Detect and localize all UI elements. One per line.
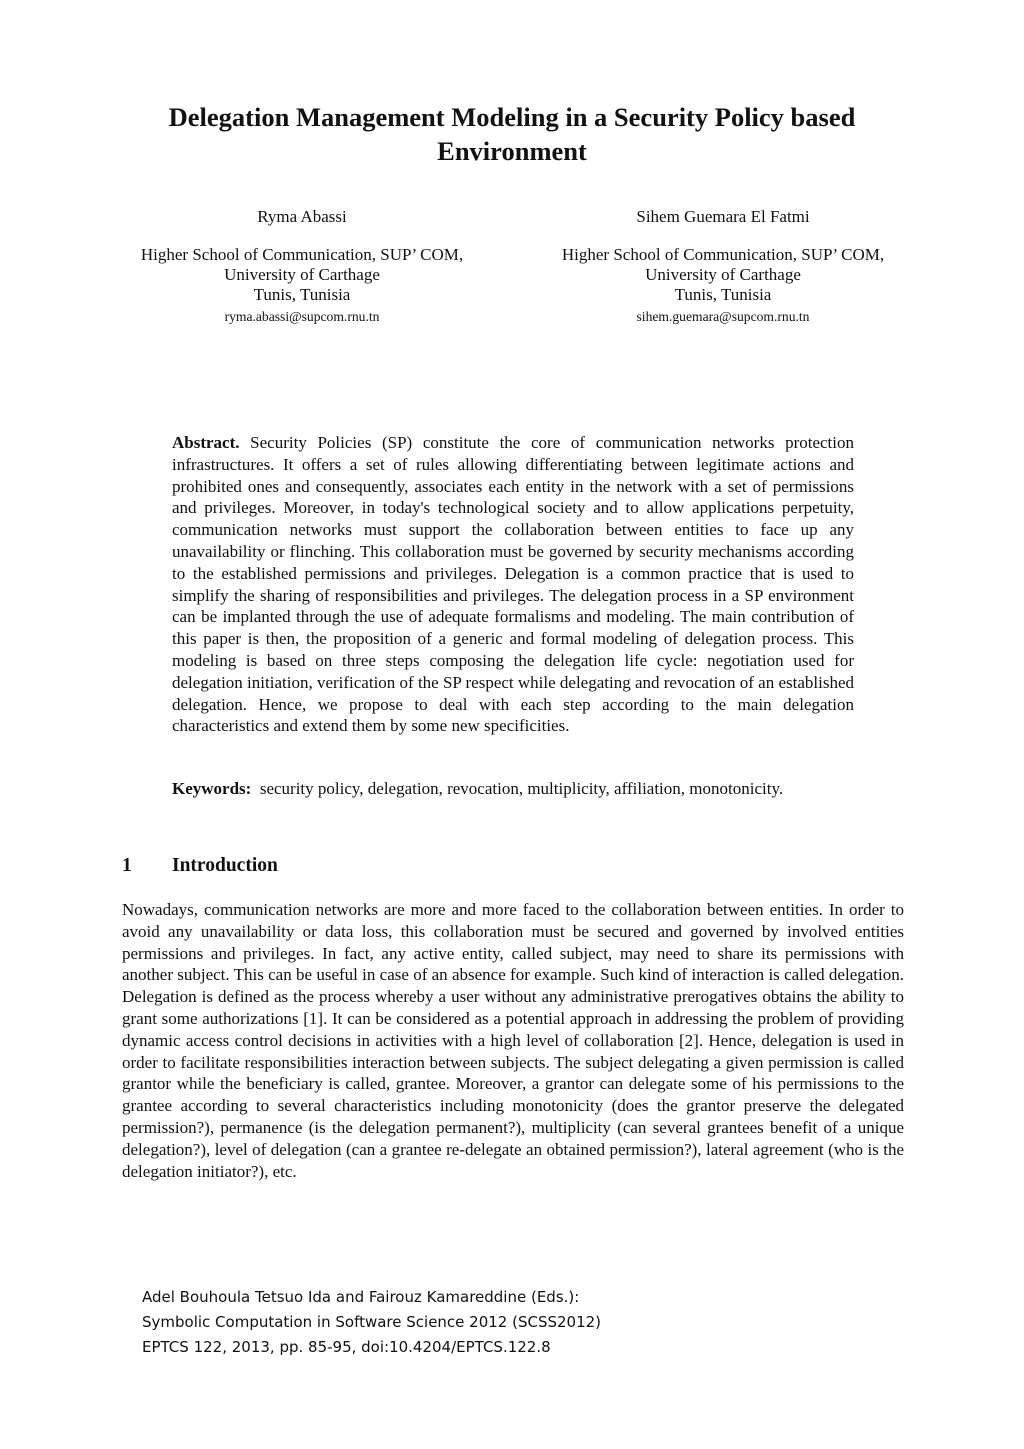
footer-editors: Adel Bouhoula Tetsuo Ida and Fairouz Kamareddine (Eds.): [142, 1288, 580, 1306]
author-email: ryma.abassi@supcom.rnu.tn [224, 309, 380, 324]
keywords-label: Keywords: [172, 779, 252, 798]
author-affiliation-line: Tunis, Tunisia [674, 285, 772, 304]
abstract-label: Abstract. [172, 433, 240, 452]
footer-citation: EPTCS 122, 2013, pp. 85-95, doi:10.4204/EPTCS.122.8 [142, 1338, 551, 1356]
author-block-1 [102, 207, 502, 327]
footer-venue: Symbolic Computation in Software Science 2012 (SCSS2012) [142, 1313, 602, 1331]
paper-title-line-1: Delegation Management Modeling in a Security Policy based [168, 102, 856, 132]
section-heading [122, 855, 278, 877]
publication-footer [142, 1285, 601, 1360]
paper-title-line-2: Environment [437, 136, 587, 166]
section-title: Introduction [172, 855, 278, 876]
author-name: Ryma Abassi [257, 207, 347, 226]
keywords [172, 778, 854, 800]
abstract [172, 432, 854, 737]
author-email: sihem.guemara@supcom.rnu.tn [636, 309, 810, 324]
author-name: Sihem Guemara El Fatmi [636, 207, 810, 226]
author-affiliation-line: Higher School of Communication, SUP’ COM, [140, 245, 464, 264]
section-number: 1 [122, 855, 132, 876]
keywords-text: security policy, delegation, revocation, multiplicity, affiliation, monotonicity. [259, 779, 784, 798]
author-affiliation-line: University of Carthage [645, 265, 801, 284]
paper-title [0, 100, 1024, 168]
introduction-paragraph: Nowadays, communication networks are more and more faced to the collaboration between entities. In order to avoid any unavailability or data loss, this collaboration must be secured and governed by involved entities permissions and privileges. In fact, any active entity, called subject, may need to share its permissions with another subject. This can be useful in case of an absence for example. Such kind of interaction is called delegation. Delegation is defined as the process whereby a user without any administrative prerogatives obtains the ability to grant some authorizations [1]. It can be considered as a potential approach in addressing the problem of providing dynamic access control decisions in activities with a high level of collaboration [2]. Hence, delegation is used in order to facilitate responsibilities interaction between subjects. The subject delegating a given permission is called grantor while the beneficiary is called, grantee. Moreover, a grantor can delegate some of his permissions to the grantee according to several characteristics including monotonicity (does the grantor preserve the delegated permission?), permanence (is the delegation permanent?), multiplicity (can several grantees benefit of a unique delegation?), level of delegation (can a grantee re-delegate an obtained permission?), lateral agreement (who is the delegation initiator?), etc. [122, 900, 904, 1181]
author-affiliation-line: Higher School of Communication, SUP’ COM, [561, 245, 885, 264]
abstract-text: Security Policies (SP) constitute the core of communication networks protection infrastructures. It offers a set of rules allowing differentiating between legitimate actions and prohibited ones and consequently, associates each entity in the network with a set of permissions and privileges. Moreover, in today's technological society and to allow applications perpetuity, communication networks must support the collaboration between entities to face up any unavailability or flinching. This collaboration must be governed by security mechanisms according to the established permissions and privileges. Delegation is a common practice that is used to simplify the sharing of responsibilities and privileges. The delegation process in a SP environment can be implanted through the use of adequate formalisms and modeling. The main contribution of this paper is then, the proposition of a generic and formal modeling of delegation process. This modeling is based on three steps composing the delegation life cycle: negotiation used for delegation initiation, verification of the SP respect while delegating and revocation of an established delegation. Hence, we propose to deal with each step according to the main delegation characteristics and extend them by some new specificities. [172, 433, 854, 736]
author-block-2 [523, 207, 923, 327]
author-affiliation-line: Tunis, Tunisia [253, 285, 351, 304]
author-affiliation-line: University of Carthage [224, 265, 380, 284]
